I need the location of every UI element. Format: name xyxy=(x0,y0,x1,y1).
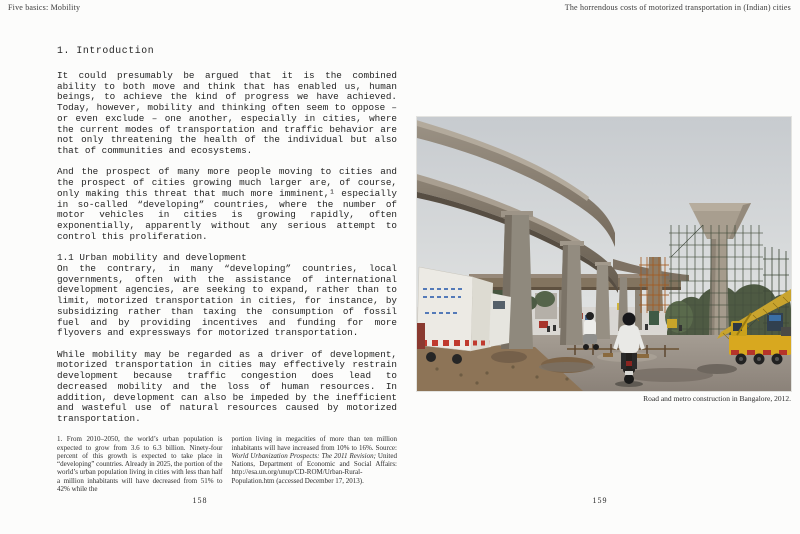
running-head-left: Five basics: Mobility xyxy=(8,3,81,12)
paragraph-4: While mobility may be regarded as a driver of development, motorized transportation in cities may effectively restrain development because traffic congestion does lead to decreased mobility and the loss of human resources. In addition, development can also be impeded by the inefficient and wasteful use of natural resources caused by motorized transportation. xyxy=(57,348,397,424)
footnote-block xyxy=(57,435,397,493)
paragraph-2: And the prospect of many more people moving to cities and the prospect of cities growing much larger are, of course, only making this threat that much more imminent,¹ especially in so-called “developing” countries, where the number of motor vehicles in cities is growing rapidly, often exponentially, apparently without any serious attempt to control this proliferation. xyxy=(57,166,397,242)
page-number-right: 159 xyxy=(592,496,608,505)
running-head-right: The horrendous costs of motorized transportation in (Indian) cities xyxy=(564,3,791,12)
paragraph-3: On the contrary, in many “developing” countries, local governments, often with the assistance of international development agencies, are seeking to expand, rather than to limit, motorized transportation in cities, for instance, by subsidizing rather than taxing the consumption of fossil fuel and by providing incentives and funding for more flyovers and expressways for motorized transportation. xyxy=(57,262,397,339)
footnote-text-end: United Nations, Department of Economic and Social Affairs: http://esa.un.org/unup/CD-ROM/Urban-Rural-Population.htm (accessed December 17, 2013). xyxy=(231,451,397,485)
section-heading: 1. Introduction xyxy=(57,45,155,56)
footnote-source-title: World Urbanization Prospects: The 2011 Revision; xyxy=(231,451,376,460)
page-number-left: 158 xyxy=(192,496,208,505)
orange-scaffold-pier xyxy=(639,257,669,313)
left-page-text-column xyxy=(57,46,397,493)
subsection-heading: 1.1 Urban mobility and development xyxy=(57,252,247,263)
construction-photo xyxy=(417,117,791,391)
footnote-text: portion living in megacities of more than ten million inhabitants will have increased from 10% to 16%. Source: xyxy=(231,435,397,452)
photo-caption: Road and metro construction in Bangalore, 2012. xyxy=(643,394,791,403)
footnote-column-2 xyxy=(232,435,398,493)
paragraph-1: It could presumably be argued that it is the combined ability to both move and think that has enabled us, human beings, to achieve the kind of progress we have achieved. Today, however, mobility and thinking often seem to oppose – or even exclude – one another, especially in cities, where the current modes of transportation and traffic behavior are not only threatening the health of the individual but also that of communities and ecosystems. xyxy=(57,69,397,156)
construction-photo-illustration xyxy=(417,117,791,391)
footnote-column-1: 1. From 2010–2050, the world’s urban population is expected to grow from 3.6 to 6.3 billion. Ninety-four percent of this growth is expected to take place in “developing” countries. Already in 2025, the portion of the world’s urban population living in cities with less than half a million inhabitants will have decreased from 51% to 42% while the xyxy=(57,435,223,494)
